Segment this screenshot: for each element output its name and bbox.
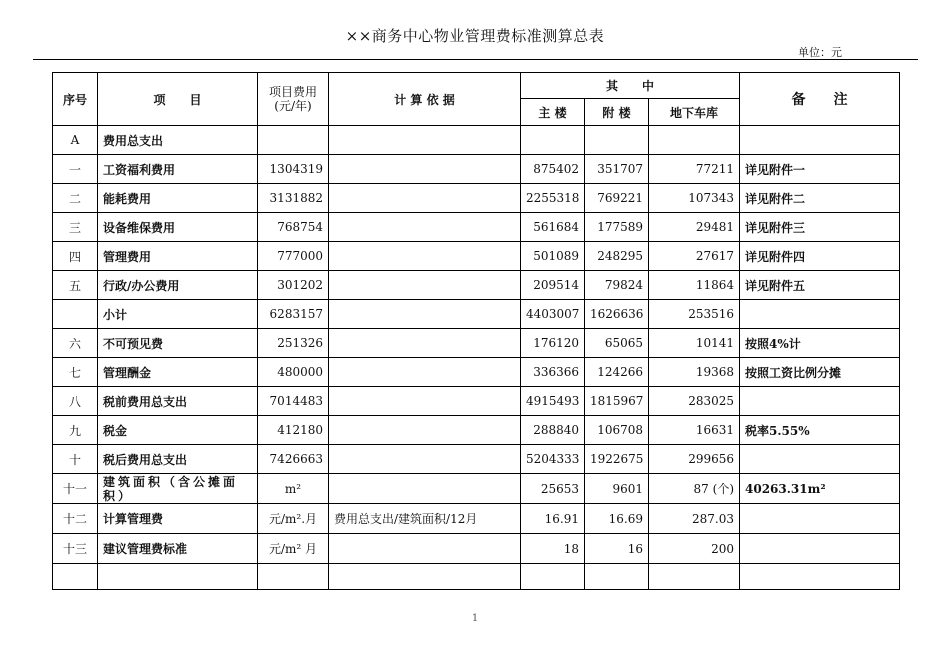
cell-garage: 253516 [649, 300, 740, 329]
table-row [53, 474, 900, 504]
cell-seq: 二 [53, 184, 98, 213]
cell-note [740, 534, 900, 564]
cell-basis [329, 271, 521, 300]
cell-main-building: 875402 [521, 155, 585, 184]
table-row [53, 358, 900, 387]
cell-cost [258, 126, 329, 155]
cell-note: 按照4%计 [740, 329, 900, 358]
cell-garage [649, 564, 740, 590]
table-row [53, 416, 900, 445]
cell-garage: 283025 [649, 387, 740, 416]
page-number: 1 [471, 613, 479, 624]
table-row [53, 184, 900, 213]
cell-garage: 29481 [649, 213, 740, 242]
cell-basis [329, 242, 521, 271]
cell-annex-building: 106708 [585, 416, 649, 445]
cell-note: 详见附件三 [740, 213, 900, 242]
table-row [53, 534, 900, 564]
header-main-building: 主 楼 [521, 99, 585, 126]
cell-garage: 200 [649, 534, 740, 564]
header-seq: 序号 [53, 73, 98, 126]
table-row [53, 300, 900, 329]
cell-annex-building: 65065 [585, 329, 649, 358]
cell-cost: 6283157 [258, 300, 329, 329]
cell-annex-building: 248295 [585, 242, 649, 271]
header-basis: 计 算 依 据 [329, 73, 521, 126]
cell-garage: 27617 [649, 242, 740, 271]
cell-seq: 九 [53, 416, 98, 445]
header-cost-line1: 项目费用 [268, 85, 317, 99]
table-row [53, 564, 900, 590]
table-row [53, 445, 900, 474]
cost-summary-table [52, 72, 900, 590]
table-row [53, 387, 900, 416]
cell-seq: 十三 [53, 534, 98, 564]
cell-garage: 287.03 [649, 504, 740, 534]
cell-item: 管理费用 [98, 242, 258, 271]
table-row [53, 271, 900, 300]
cell-annex-building: 177589 [585, 213, 649, 242]
cell-cost: 412180 [258, 416, 329, 445]
cell-item: 能耗费用 [98, 184, 258, 213]
cell-item: 税前费用总支出 [98, 387, 258, 416]
cell-item: 建议管理费标准 [98, 534, 258, 564]
cell-note: 税率5.55% [740, 416, 900, 445]
cell-cost: 3131882 [258, 184, 329, 213]
cell-annex-building [585, 564, 649, 590]
cell-cost: 元/m² 月 [258, 534, 329, 564]
cell-seq: 十 [53, 445, 98, 474]
cell-annex-building: 351707 [585, 155, 649, 184]
cell-basis [329, 184, 521, 213]
cell-item: 建筑面积（含公摊面积） [98, 474, 258, 504]
cell-garage: 107343 [649, 184, 740, 213]
cell-item: 费用总支出 [98, 126, 258, 155]
cell-basis [329, 387, 521, 416]
cell-seq: 三 [53, 213, 98, 242]
cell-annex-building: 79824 [585, 271, 649, 300]
cell-annex-building: 16 [585, 534, 649, 564]
header-cost-line2: (元/年) [274, 99, 312, 113]
cell-item: 税后费用总支出 [98, 445, 258, 474]
cell-garage: 19368 [649, 358, 740, 387]
table-row [53, 329, 900, 358]
table-row [53, 504, 900, 534]
cell-main-building: 209514 [521, 271, 585, 300]
cell-basis [329, 155, 521, 184]
cell-cost: 777000 [258, 242, 329, 271]
title-divider [33, 59, 918, 60]
cell-basis [329, 416, 521, 445]
cell-cost: m² [258, 474, 329, 504]
document-title: ××商务中心物业管理费标准测算总表 [345, 27, 605, 45]
cell-garage: 87 (个) [649, 474, 740, 504]
cell-note: 详见附件四 [740, 242, 900, 271]
cell-item [98, 564, 258, 590]
cell-garage: 11864 [649, 271, 740, 300]
table-row [53, 213, 900, 242]
cell-basis [329, 358, 521, 387]
cell-main-building: 2255318 [521, 184, 585, 213]
cell-seq: 十一 [53, 474, 98, 504]
cell-item: 管理酬金 [98, 358, 258, 387]
cell-main-building: 25653 [521, 474, 585, 504]
cell-cost: 251326 [258, 329, 329, 358]
cell-main-building: 561684 [521, 213, 585, 242]
cell-garage: 77211 [649, 155, 740, 184]
table-row [53, 155, 900, 184]
cell-note [740, 126, 900, 155]
cell-cost: 768754 [258, 213, 329, 242]
cell-note [740, 300, 900, 329]
cell-garage: 16631 [649, 416, 740, 445]
cell-cost: 元/m².月 [258, 504, 329, 534]
cell-note [740, 564, 900, 590]
cell-main-building: 4915493 [521, 387, 585, 416]
cell-annex-building [585, 126, 649, 155]
cell-note: 按照工资比例分摊 [740, 358, 900, 387]
cell-basis [329, 213, 521, 242]
cell-item: 计算管理费 [98, 504, 258, 534]
cell-seq: 四 [53, 242, 98, 271]
cell-annex-building: 16.69 [585, 504, 649, 534]
cell-main-building: 4403007 [521, 300, 585, 329]
table-row [53, 126, 900, 155]
cell-main-building [521, 126, 585, 155]
cell-garage: 10141 [649, 329, 740, 358]
cell-main-building: 5204333 [521, 445, 585, 474]
cell-main-building: 176120 [521, 329, 585, 358]
cell-cost: 301202 [258, 271, 329, 300]
cell-note: 详见附件五 [740, 271, 900, 300]
cell-note: 详见附件一 [740, 155, 900, 184]
header-cost [258, 73, 329, 126]
cell-basis [329, 300, 521, 329]
cell-annex-building: 1626636 [585, 300, 649, 329]
cell-main-building: 501089 [521, 242, 585, 271]
cell-seq: 八 [53, 387, 98, 416]
cell-main-building [521, 564, 585, 590]
cell-cost: 480000 [258, 358, 329, 387]
cell-annex-building: 1815967 [585, 387, 649, 416]
cell-annex-building: 1922675 [585, 445, 649, 474]
cell-basis: 费用总支出/建筑面积/12月 [329, 504, 521, 534]
header-group: 其 中 [521, 73, 740, 99]
header-garage: 地下车库 [649, 99, 740, 126]
cell-annex-building: 9601 [585, 474, 649, 504]
cell-item: 行政/办公费用 [98, 271, 258, 300]
cell-garage [649, 126, 740, 155]
cell-annex-building: 769221 [585, 184, 649, 213]
header-notes: 备 注 [740, 73, 900, 126]
cell-seq: 十二 [53, 504, 98, 534]
cell-seq: 六 [53, 329, 98, 358]
cell-main-building: 288840 [521, 416, 585, 445]
cell-item: 小计 [98, 300, 258, 329]
cell-cost: 1304319 [258, 155, 329, 184]
cell-basis [329, 474, 521, 504]
cell-seq: 七 [53, 358, 98, 387]
cell-item: 工资福利费用 [98, 155, 258, 184]
cell-basis [329, 126, 521, 155]
header-annex-building: 附 楼 [585, 99, 649, 126]
cell-note [740, 445, 900, 474]
cell-item: 设备维保费用 [98, 213, 258, 242]
cell-basis [329, 564, 521, 590]
cell-basis [329, 534, 521, 564]
cell-basis [329, 329, 521, 358]
cell-note [740, 504, 900, 534]
cell-note: 40263.31m² [740, 474, 900, 504]
cell-seq [53, 300, 98, 329]
cell-annex-building: 124266 [585, 358, 649, 387]
cell-basis [329, 445, 521, 474]
table-row [53, 242, 900, 271]
cell-item: 不可预见费 [98, 329, 258, 358]
cell-cost: 7426663 [258, 445, 329, 474]
cell-garage: 299656 [649, 445, 740, 474]
cell-seq: A [53, 126, 98, 155]
cell-note [740, 387, 900, 416]
unit-label: 单位：元 [798, 46, 842, 59]
cell-item: 税金 [98, 416, 258, 445]
cell-seq: 五 [53, 271, 98, 300]
cell-cost [258, 564, 329, 590]
cell-note: 详见附件二 [740, 184, 900, 213]
cell-seq: 一 [53, 155, 98, 184]
cell-main-building: 336366 [521, 358, 585, 387]
cell-main-building: 18 [521, 534, 585, 564]
header-item: 项 目 [98, 73, 258, 126]
cell-seq [53, 564, 98, 590]
cell-cost: 7014483 [258, 387, 329, 416]
cell-main-building: 16.91 [521, 504, 585, 534]
